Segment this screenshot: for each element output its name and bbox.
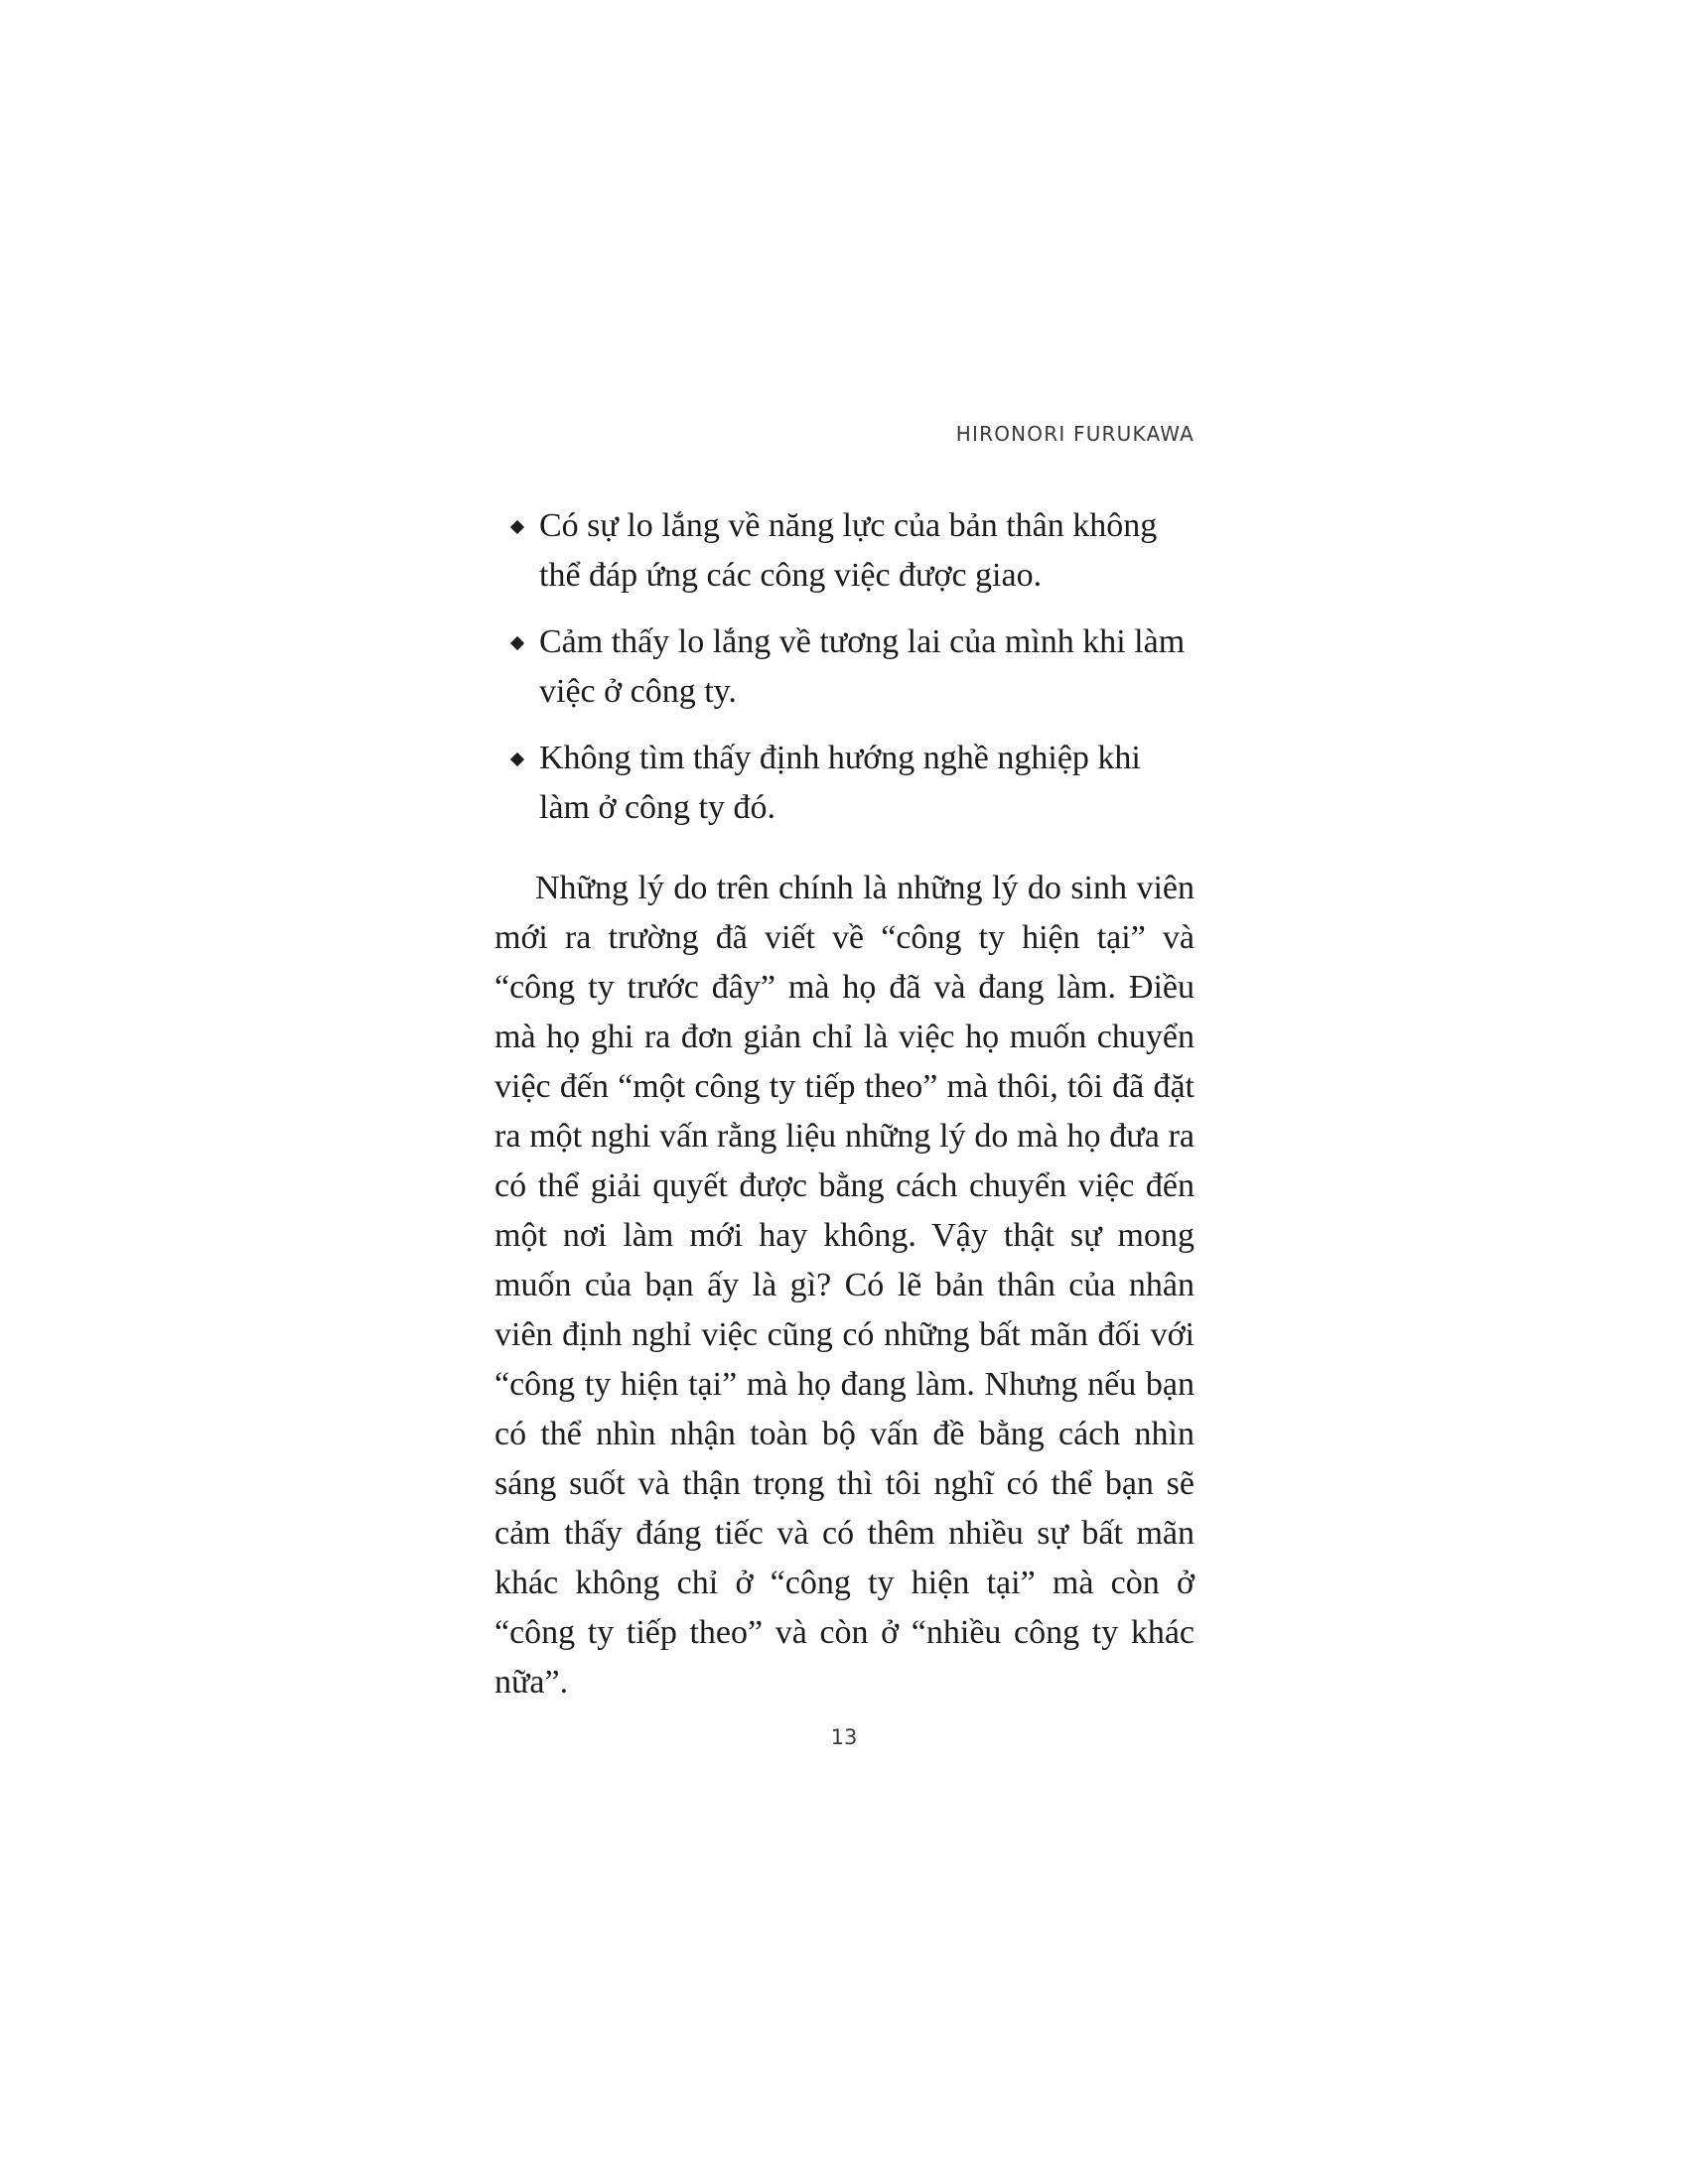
bullet-text: Cảm thấy lo lắng về tương lai của mình khi làm việc ở công ty. xyxy=(539,623,1186,710)
diamond-bullet-icon xyxy=(510,636,524,650)
diamond-bullet-icon xyxy=(510,520,524,534)
bullet-item xyxy=(494,617,1195,717)
page-number: 13 xyxy=(830,1725,858,1749)
main-text-block xyxy=(494,501,1195,1707)
bullet-text: Không tìm thấy định hướng nghề nghiệp khi làm ở công ty đó. xyxy=(539,740,1141,826)
diamond-bullet-icon xyxy=(510,752,524,766)
body-paragraph: Những lý do trên chính là những lý do sinh viên mới ra trường đã viết về “công ty hiện tại” và “công ty trước đây” mà họ đã và đang làm. Điều mà họ ghi ra đơn giản chỉ là việc họ muốn chuyển việc đến “một công ty tiếp theo” mà thôi, tôi đã đặt ra một nghi vấn rằng liệu những lý do mà họ đưa ra có thể giải quyết được bằng cách chuyển việc đến một nơi làm mới hay không. Vậy thật sự mong muốn của bạn ấy là gì? Có lẽ bản thân của nhân viên định nghỉ việc cũng có những bất mãn đối với “công ty hiện tại” mà họ đang làm. Nhưng nếu bạn có thể nhìn nhận toàn bộ vấn đề bằng cách nhìn sáng suốt và thận trọng thì tôi nghĩ có thể bạn sẽ cảm thấy đáng tiếc và có thêm nhiều sự bất mãn khác không chỉ ở “công ty hiện tại” mà còn ở “công ty tiếp theo” và còn ở “nhiều công ty khác nữa”. xyxy=(494,870,1195,1701)
bullet-item xyxy=(494,734,1195,833)
running-header-author: HIRONORI FURUKAWA xyxy=(955,422,1195,446)
bullet-list xyxy=(494,501,1195,833)
bullet-text: Có sự lo lắng về năng lực của bản thân không thể đáp ứng các công việc được giao. xyxy=(539,507,1158,594)
bullet-item xyxy=(494,501,1195,601)
